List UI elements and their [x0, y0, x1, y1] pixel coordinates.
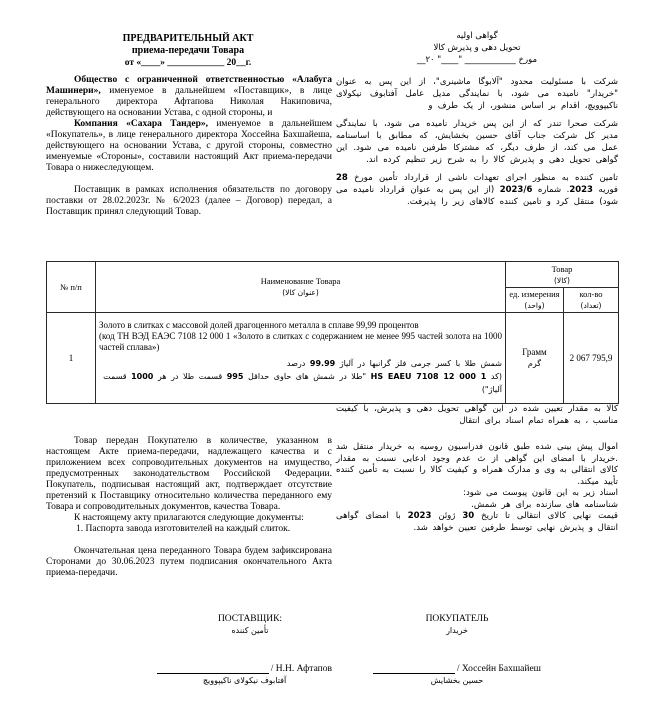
fa-paragraph-claims: اموال پیش بینی شده طبق قانون فدراسیون روسیه به خریدار منتقل شد .خریدار با امضای این گواهی از ث عدم وجود ادعایی نسبت به مقدار کالای انتقالی به وی و مدارک همراه و کیفیت کالا را نسبت به تأمین کننده تأیید میکند.: [336, 442, 618, 487]
quantity-cell: 2 067 795,9: [564, 313, 619, 404]
goods-description-fa: شمش طلا با کسر جرمی فلز گرانبها در آلیاژ 99.99 درصد (کد HS EAEU 7108 12 000 1 "طلا در شمش های حاوی حداقل 995 قسمت طلا در هر 1000 قسمت آلیاژ"): [103, 359, 502, 394]
doc-subtitle-ru: приема-передачи Товара: [131, 45, 245, 56]
ru-paragraph-final-price: Окончательная цена переданного Товара будем зафиксирована Сторонами до 30.06.2023 путем подписания окончательного Акта приема-передачи.: [46, 546, 332, 578]
supplier-signature-line: [157, 663, 332, 687]
ru-paragraph-buyer: Компания «Сахара Тандер», именуемое в дальнейшем «Покупатель», в лице генерального директора Хоссейна Бахшайеша, действующего на основании Устава, с другой стороны, совместно именуемые «Стороны», составили настоящий Акт приема-передачи Товара о нижеследующем.: [46, 119, 333, 173]
col-header-unit: ед. измерения (واحد): [506, 288, 564, 313]
supplier-label-fa: تأمین کننده: [231, 626, 269, 635]
doc-date-line-ru: от «____» ____________ 20__г.: [124, 58, 252, 68]
buyer-signature-block: [337, 614, 577, 636]
supplier-sign-name-fa: آفتابوف نیکولای ناکیپوویچ: [202, 676, 287, 685]
fa-paragraph-supplier: شرکت با مسئولیت محدود "آلابوگا ماشینری"، از این پس به عنوان "خریدار" نامیده می شود، با نمایندگی مدیل عامل آفتابوف نیکولای ناکیپوویچ، اقدام بر اساس منشور، از یک طرف و: [336, 77, 618, 111]
supplier-signature-rule: [157, 663, 269, 674]
unit-cell: Грамм گرم: [506, 313, 564, 404]
col-header-quantity: кол-во (تعداد): [564, 288, 619, 313]
doc-title-fa: گواهی اولیه: [456, 31, 498, 41]
buyer-sign-name-fa: حسین بخشایش: [430, 676, 484, 685]
ru-top-column: [46, 75, 332, 218]
buyer-signature-rule: [373, 663, 455, 674]
fa-paragraph-contract: تامین کننده به منظور اجرای تعهدات ناشی از قرارداد تأمین مورخ 28 فوریه 2023. شماره 2023/6 (از این پس به عنوان قرارداد نامیده می شود) منتقل کرد و تامین کننده کالاهای زیر را پذیرفت.: [336, 173, 618, 207]
fa-paragraph-transfer-intro: کالا به مقدار تعیین شده در این گواهی تحویل دهی و پذیرش، با کیفیت مناسب ، به همراه تمام اسناد برای انتقال: [336, 404, 618, 426]
col-header-name: Наименование Товара (عنوان کالا): [96, 262, 506, 313]
col-header-goods: Товар (کالا): [506, 262, 619, 288]
doc-date-line-fa: مورخ ____________ "____" ۲۰__: [416, 55, 538, 65]
buyer-sign-name-ru: / Хоссейн Бахшайеш: [456, 664, 541, 674]
buyer-signature-line: [373, 663, 541, 687]
fa-paragraph-final-price: قیمت نهایی کالای انتقالی تا تاریخ 30 ژوئن 2023 با امضای گواهی انتقال و پذیرش نهایی توسط طرفین تعیین خواهد شد.: [336, 511, 618, 533]
ru-paragraph-attachments: К настоящему акту прилагаются следующие документы:: [74, 513, 304, 523]
ru-buyer-name: Компания «Сахара Тандер»,: [74, 119, 208, 129]
ru-list-item-passports: 1. Паспорта завода изготовителей на каждый слиток.: [76, 524, 291, 534]
buyer-label-ru: ПОКУПАТЕЛЬ: [425, 614, 489, 624]
goods-description-cell: [96, 313, 506, 404]
ru-bottom-column: [46, 436, 332, 579]
ru-paragraph-contract: Поставщик в рамках исполнения обязательств по договору поставки от 28.02.2023г. № 6/2023 (далее – Договор) передал, а Поставщик принял следующий Товар.: [46, 185, 332, 217]
fa-paragraph-passports: شناسنامه های سازنده برای هر شمش.: [471, 499, 618, 510]
ru-paragraph-transfer: Товар передан Покупателю в количестве, указанном в настоящем Акте приема-передачи, надлежащего качества и с приложением всех сопроводительных документов на имущество, предусмотренных законодательством Российской Федерации. Покупатель, подписывая настоящий акт, подтверждает отсутствие претензий к Поставщику относительно количества переданного ему Товара и сопроводительных документов, качества Товара.: [46, 436, 332, 512]
buyer-label-fa: خریدار: [446, 626, 468, 635]
ru-title-block: [46, 33, 330, 69]
fa-title-block: [336, 30, 618, 66]
table-row: [47, 313, 619, 404]
ru-paragraph-supplier: Общество с ограниченной ответственностью «Алабуга Машинери», именуемое в дальнейшем «Поставщик», в лице генерального директора Афтапова Николая Накиповича, действующего на основании Устава, с одной стороны, и: [46, 75, 332, 118]
fa-bottom-column: [336, 404, 618, 534]
row-number-cell: 1: [47, 313, 96, 404]
goods-table: [46, 261, 619, 404]
ru-supplier-name: Общество с ограниченной ответственностью «Алабуга Машинери»,: [46, 75, 332, 96]
supplier-label-ru: ПОСТАВЩИК:: [217, 614, 283, 624]
fa-paragraph-buyer: شرکت صحرا تندر که از این پس خریدار نامیده می شود، با نمایندگی مدیر کل شرکت جناب آقای حسین بخشایش، که مطابق با اساسنامه عمل می کند، از طرف دیگر، که مشترکا طرفین نامیده می شود. این گواهی تحویل دهی و پذیرش کالا را به شرح زیر تنظیم کرده اند.: [336, 119, 618, 165]
col-header-number: № п/п: [47, 262, 96, 313]
doc-subtitle-fa: تحویل دهی و پذیرش کالا: [433, 43, 521, 53]
fa-top-column: [336, 76, 618, 208]
goods-description-ru: Золото в слитках с массовой долей драгоценного металла в сплаве 99,99 процентов (код ТН ВЭД ЕАЭС 7108 12 000 1 «Золото в слитках с содержанием не менее 995 частей золота на 1000 частей сплава»): [99, 320, 502, 352]
doc-title-ru: ПРЕДВАРИТЕЛЬНЫЙ АКТ: [122, 33, 254, 44]
fa-paragraph-attachments: اسناد زیر به این قانون پیوست می شود:: [463, 488, 618, 498]
supplier-sign-name-ru: / Н.Н. Афтапов: [270, 664, 332, 674]
